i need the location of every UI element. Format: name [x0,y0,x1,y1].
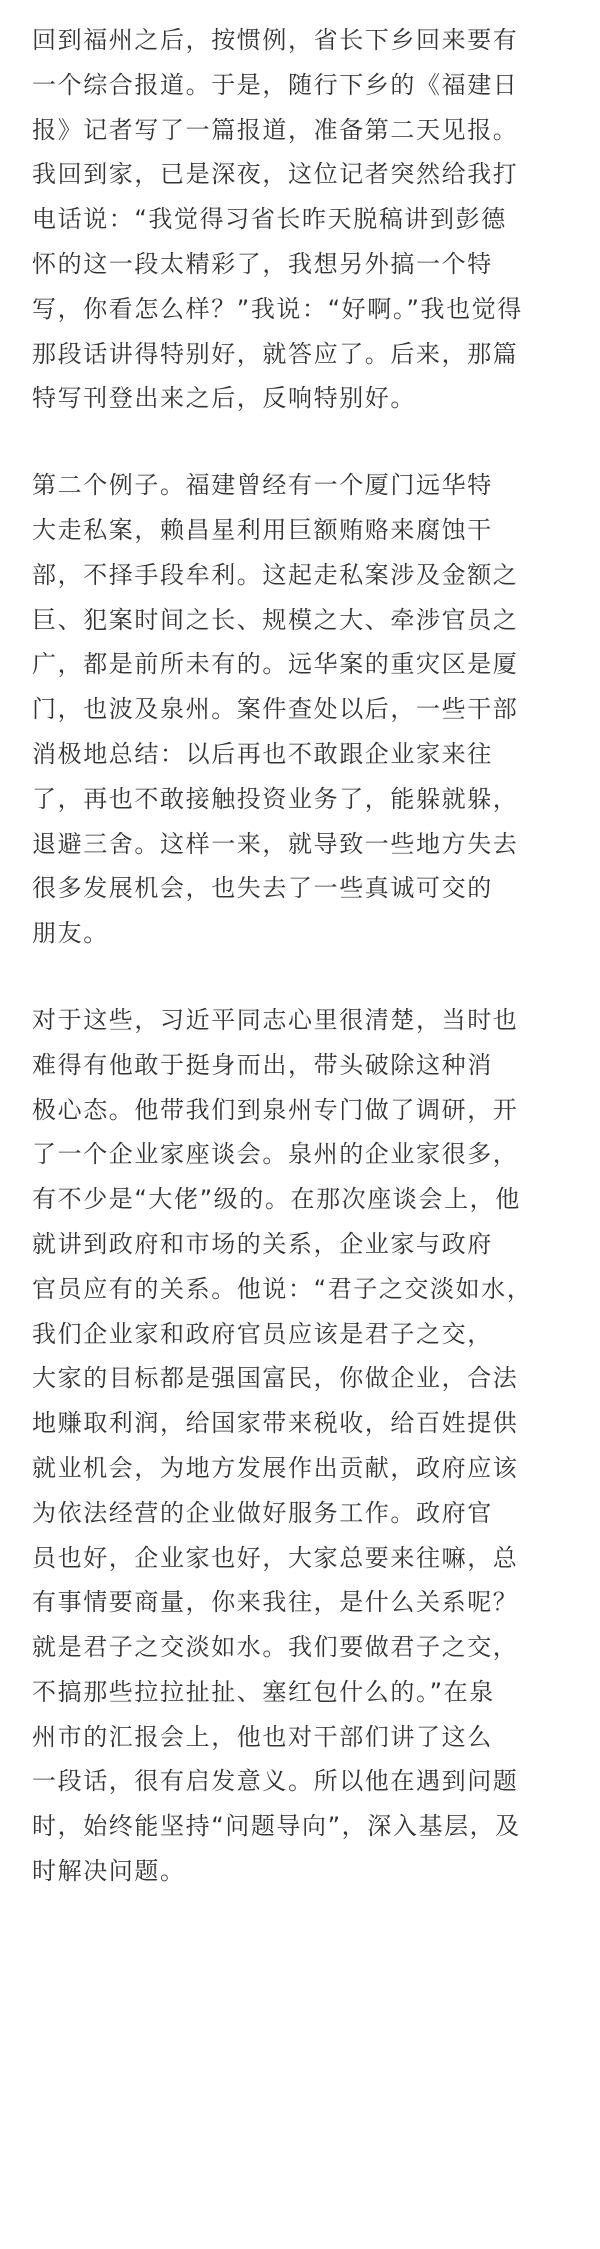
paragraph-line: 部，不择手段牟利。这起走私案涉及金额之 [32,560,519,589]
paragraph-line: 地赚取利润，给国家带来税收，给百姓提供 [32,1409,519,1438]
paragraph-line: 时解决问题。 [32,1857,186,1886]
paragraph-line: 大家的目标都是强国富民，你做企业，合法 [32,1364,519,1393]
paragraph-line: 我们企业家和政府官员应该是君子之交， [32,1319,493,1348]
paragraph-line: 第二个例子。福建曾经有一个厦门远华特 [32,471,493,500]
paragraph-line: 大走私案，赖昌星利用巨额贿赂来腐蚀干 [32,515,493,544]
article-paragraph [32,18,570,421]
paragraph-line: 就业机会，为地方发展作出贡献，政府应该 [32,1453,519,1482]
paragraph-line: 巨、犯案时间之长、规模之大、牵涉官员之 [32,605,519,634]
paragraph-line: 回到福州之后，按惯例，省长下乡回来要有 [32,26,519,54]
paragraph-line: 了，再也不敢接触投资业务了，能躲就躲， [32,784,519,813]
paragraph-line: 那段话讲得特别好，就答应了。后来，那篇 [32,339,519,368]
paragraph-line: 就是君子之交淡如水。我们要做君子之交， [32,1633,519,1662]
paragraph-line: 有事情要商量，你来我往，是什么关系呢？ [32,1588,519,1617]
paragraph-line: 难得有他敢于挺身而出，带头破除这种消 [32,1050,493,1079]
paragraph-line: 电话说：“我觉得习省长昨天脱稿讲到彭德 [32,205,507,234]
paragraph-line: 门，也波及泉州。案件查处以后，一些干部 [32,695,519,724]
paragraph-line: 不搞那些拉拉扯扯、塞红包什么的。”在泉 [32,1677,495,1706]
paragraph-line: 特写刊登出来之后，反响特别好。 [32,384,416,413]
paragraph-line: 州市的汇报会上，他也对干部们讲了这么 [32,1722,493,1751]
paragraph-line: 极心态。他带我们到泉州专门做了调研，开 [32,1095,519,1124]
paragraph-line: 退避三舍。这样一来，就导致一些地方失去 [32,829,519,858]
paragraph-line: 写，你看怎么样？”我说：“好啊。”我也觉得 [32,294,523,323]
paragraph-line: 报》记者写了一篇报道，准备第二天见报。 [32,115,519,144]
paragraph-line: 消极地总结：以后再也不敢跟企业家来往 [32,739,493,768]
paragraph-line: 朋友。 [32,919,109,948]
paragraph-line: 就讲到政府和市场的关系，企业家与政府 [32,1229,493,1258]
paragraph-line: 很多发展机会，也失去了一些真诚可交的 [32,874,493,903]
paragraph-line: 一个综合报道。于是，随行下乡的《福建日 [32,70,519,99]
paragraph-line: 怀的这一段太精彩了，我想另外搞一个特 [32,249,493,278]
paragraph-line: 一段话，很有启发意义。所以他在遇到问题 [32,1767,519,1796]
paragraph-line: 员也好，企业家也好，大家总要来往嘛，总 [32,1543,519,1572]
paragraph-line: 官员应有的关系。他说：“君子之交淡如水， [32,1274,533,1303]
article-paragraph [32,463,570,956]
paragraph-line: 广，都是前所未有的。远华案的重灾区是厦 [32,650,519,679]
paragraph-line: 对于这些，习近平同志心里很清楚，当时也 [32,1005,519,1034]
paragraph-line: 我回到家，已是深夜，这位记者突然给我打 [32,160,519,189]
article-paragraph [32,998,570,1894]
paragraph-line: 时，始终能坚持“问题导向”，深入基层，及 [32,1812,521,1841]
paragraph-line: 了一个企业家座谈会。泉州的企业家很多， [32,1140,519,1169]
paragraph-line: 为依法经营的企业做好服务工作。政府官 [32,1498,493,1527]
paragraph-line: 有不少是“大佬”级的。在那次座谈会上，他 [32,1185,521,1214]
